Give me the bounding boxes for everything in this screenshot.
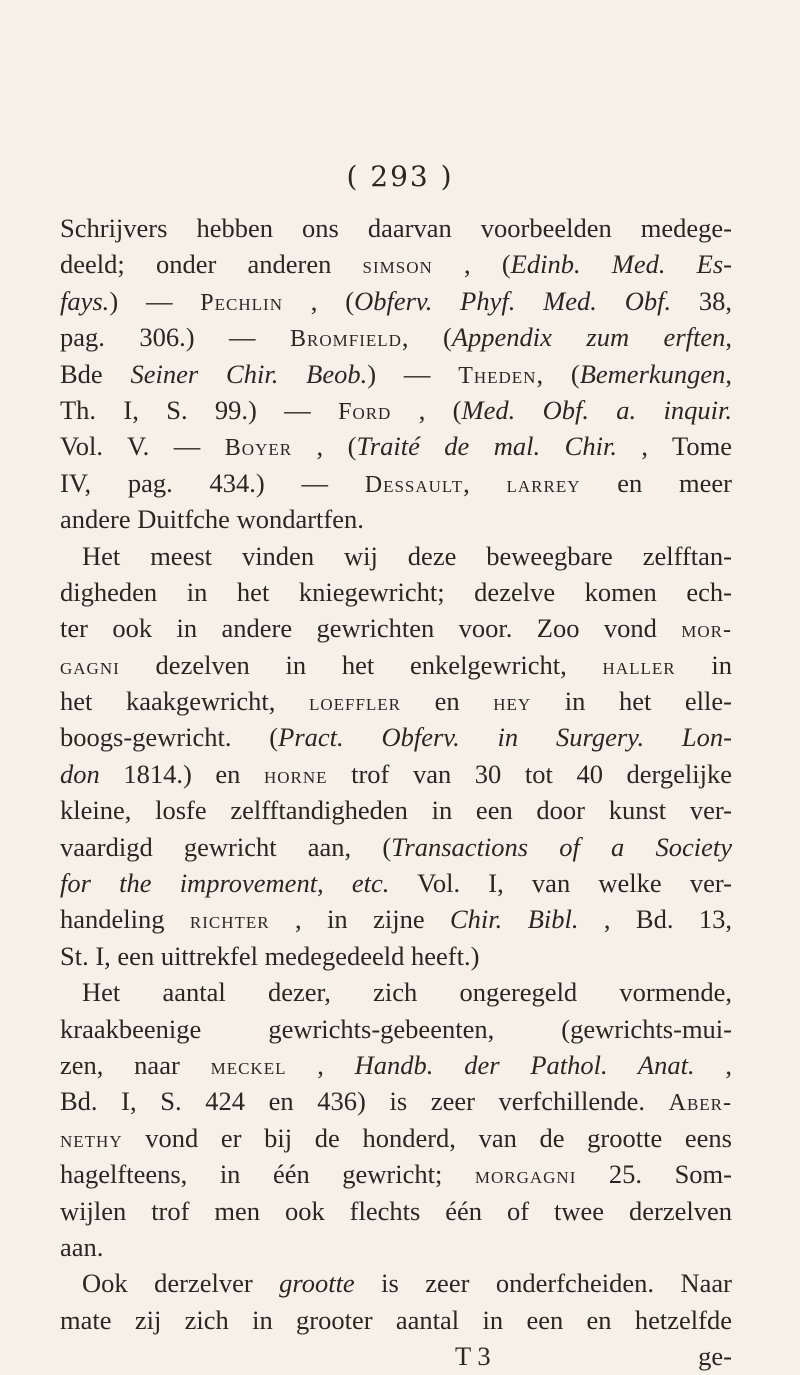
footer-line xyxy=(60,1338,732,1374)
text-run: , xyxy=(286,1049,355,1080)
text-line xyxy=(60,1120,732,1156)
text-run: Vol. I, van welke ver- xyxy=(389,868,732,899)
text-line xyxy=(60,1083,732,1119)
text-run: , xyxy=(725,322,732,353)
text-run: , in zijne xyxy=(269,904,450,935)
catchword: ge- xyxy=(698,1341,732,1372)
text-run: is zeer onderfcheiden. Naar xyxy=(354,1268,732,1299)
text-line xyxy=(60,1302,732,1338)
italic-citation: Appendix zum erften xyxy=(451,322,726,353)
text-run: St. I, een uittrekfel medegedeeld heeft.) xyxy=(60,940,480,971)
italic-citation: don xyxy=(60,758,100,789)
text-line xyxy=(60,719,732,755)
text-run: 1814.) en xyxy=(99,758,264,789)
text-line xyxy=(60,574,732,610)
author-name: Aber- xyxy=(668,1090,732,1117)
text-line xyxy=(60,501,732,537)
text-run: wijlen trof men ook flechts één of twee derzelven xyxy=(60,1195,732,1226)
author-name: hey xyxy=(493,690,532,717)
text-line xyxy=(60,246,732,282)
text-run: Bd. I, S. 424 en 436) is zeer verfchillende. xyxy=(60,1086,669,1117)
text-line xyxy=(60,465,732,501)
text-run: kleine, losfe zelfftandigheden in een door kunst ver- xyxy=(60,795,732,826)
author-name: nethy xyxy=(60,1126,123,1153)
author-name: simson xyxy=(362,253,433,280)
text-run: het kaakgewricht, xyxy=(60,686,309,717)
text-run: Ook derzelver xyxy=(82,1268,280,1299)
author-name: larrey xyxy=(506,471,581,498)
signature-mark: T 3 xyxy=(455,1341,491,1372)
text-line xyxy=(60,538,732,574)
italic-citation: Seiner Chir. Beob. xyxy=(130,358,368,389)
author-name: Dessault xyxy=(364,471,464,498)
text-run: 38, xyxy=(671,285,733,316)
author-name: haller xyxy=(602,653,676,680)
author-name: meckel xyxy=(210,1053,287,1080)
text-line xyxy=(60,901,732,937)
text-run: , ( xyxy=(401,322,452,353)
text-run: , ( xyxy=(536,358,580,389)
italic-citation: grootte xyxy=(279,1268,355,1299)
italic-citation: Traité de mal. Chir. xyxy=(356,431,617,462)
text-run: , ( xyxy=(391,394,462,425)
italic-citation: Obferv. Phyf. Med. Obf. xyxy=(354,285,672,316)
text-run: ) — xyxy=(109,285,201,316)
page-number: ( 293 ) xyxy=(346,160,454,193)
text-run: handeling xyxy=(60,904,190,935)
text-run: zen, naar xyxy=(60,1049,211,1080)
text-line xyxy=(60,210,732,246)
text-run: , xyxy=(725,358,733,389)
italic-citation: Bemerkungen xyxy=(579,358,726,389)
text-run: deeld; onder anderen xyxy=(60,249,363,280)
italic-citation: Edinb. Med. Es- xyxy=(510,249,732,280)
text-run: ter ook in andere gewrichten voor. Zoo vond xyxy=(60,613,682,644)
text-run: boogs-gewricht. ( xyxy=(60,722,279,753)
text-run: , ( xyxy=(282,285,355,316)
text-line xyxy=(60,1229,732,1265)
text-run: , Tome xyxy=(616,431,733,462)
author-name: Boyer xyxy=(224,435,293,462)
text-run: Bde xyxy=(60,358,131,389)
text-line xyxy=(60,683,732,719)
text-run: Het aantal dezer, zich ongeregeld vormende, xyxy=(82,977,732,1008)
text-line xyxy=(60,938,732,974)
italic-citation: Handb. der Pathol. Anat. xyxy=(354,1049,695,1080)
text-run: IV, pag. 434.) — xyxy=(60,467,365,498)
text-run: Th. I, S. 99.) — xyxy=(60,394,339,425)
italic-citation: fays. xyxy=(60,285,110,316)
text-line xyxy=(60,647,732,683)
text-line xyxy=(60,792,732,828)
text-run: , Bd. 13, xyxy=(578,904,732,935)
author-name: Theden xyxy=(458,362,537,389)
text-run: , ( xyxy=(292,431,357,462)
author-name: horne xyxy=(263,762,328,789)
text-run: aan. xyxy=(60,1231,104,1262)
text-run: in het elle- xyxy=(531,686,732,717)
author-name: gagni xyxy=(60,653,120,680)
italic-citation: for the improvement, etc. xyxy=(60,868,390,899)
body-text xyxy=(60,210,732,1375)
text-run: Vol. V. — xyxy=(60,431,225,462)
author-name: Pechlin xyxy=(200,289,283,316)
text-line xyxy=(60,829,732,865)
text-run: mate zij zich in grooter aantal in een en hetzelfde xyxy=(60,1304,732,1335)
text-run: digheden in het kniegewricht; dezelve komen ech- xyxy=(60,576,732,607)
text-run: en meer xyxy=(580,467,732,498)
text-run: dezelven in het enkelgewricht, xyxy=(119,649,603,680)
text-run: , xyxy=(463,467,507,498)
text-run: trof van 30 tot 40 dergelijke xyxy=(327,758,732,789)
author-name: mor- xyxy=(681,617,732,644)
text-run: in xyxy=(675,649,732,680)
text-line xyxy=(60,392,732,428)
text-run: vaardigd gewricht aan, ( xyxy=(60,831,392,862)
italic-citation: Pract. Obferv. in Surgery. Lon- xyxy=(278,722,732,753)
text-run: Schrijvers hebben ons daarvan voorbeelden medege- xyxy=(60,213,732,243)
text-line xyxy=(60,865,732,901)
text-line xyxy=(60,1047,732,1083)
text-run: , ( xyxy=(432,249,511,280)
text-line xyxy=(60,1011,732,1047)
author-name: loeffler xyxy=(308,690,401,717)
text-run: kraakbeenige gewrichts-gebeenten, (gewrichts-mui- xyxy=(60,1013,732,1044)
text-line xyxy=(60,1156,732,1192)
author-name: richter xyxy=(189,908,270,935)
text-run: en xyxy=(401,686,494,717)
author-name: Ford xyxy=(338,398,392,425)
text-run: andere Duitfche wondartfen. xyxy=(60,504,364,535)
text-run: hagelfteens, in één gewricht; xyxy=(60,1159,475,1190)
italic-citation: Med. Obf. a. inquir. xyxy=(461,394,732,425)
text-run: , xyxy=(694,1049,733,1080)
text-run: Het meest vinden wij deze beweegbare zelfftan- xyxy=(82,540,732,571)
text-line xyxy=(60,974,732,1010)
text-line xyxy=(60,610,732,646)
author-name: morgagni xyxy=(474,1163,577,1190)
text-line xyxy=(60,283,732,319)
italic-citation: Transactions of a Society xyxy=(391,831,732,862)
italic-citation: Chir. Bibl. xyxy=(450,904,579,935)
text-line xyxy=(60,428,732,464)
text-line xyxy=(60,756,732,792)
text-run: pag. 306.) — xyxy=(60,322,291,353)
text-line xyxy=(60,1193,732,1229)
text-line xyxy=(60,356,732,392)
author-name: Bromfield xyxy=(290,326,402,353)
text-run: ) — xyxy=(367,358,459,389)
text-line xyxy=(60,319,732,355)
text-run: vond er bij de honderd, van de grootte eens xyxy=(122,1122,732,1153)
text-run: 25. Som- xyxy=(576,1159,732,1190)
text-line xyxy=(60,1265,732,1301)
